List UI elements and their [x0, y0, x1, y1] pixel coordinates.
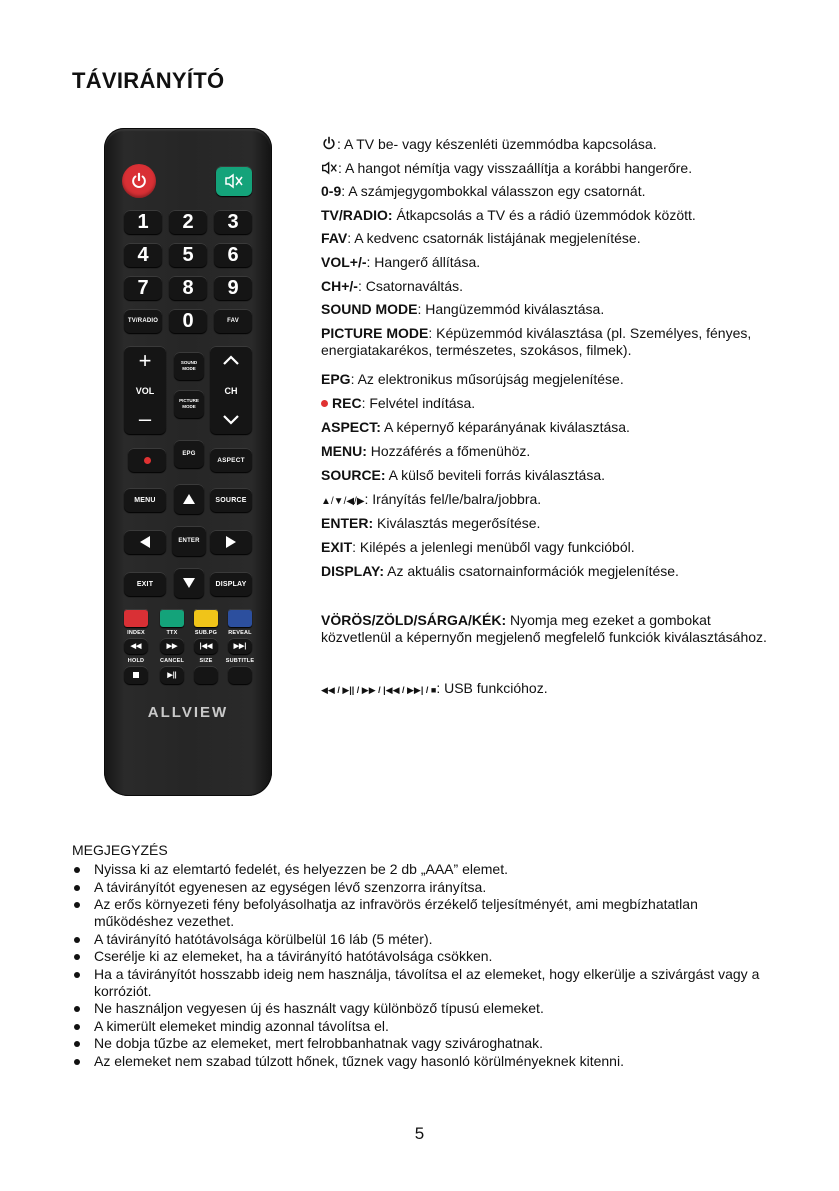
desc-text: : A számjegygombokkal válasszon egy csatornát. — [341, 183, 646, 200]
desc-source — [321, 467, 781, 484]
desc-text: : A hangot némítja vagy visszaállítja a korábbi hangerőre. — [338, 159, 693, 176]
digit-3-button: 3 — [214, 210, 252, 234]
desc-digits — [321, 183, 781, 200]
desc-term: SOUND MODE — [321, 301, 418, 318]
notes-list — [72, 861, 772, 1070]
subtitle-button — [228, 666, 252, 684]
size-label: SIZE — [199, 658, 213, 664]
desc-term: EPG — [321, 370, 351, 387]
desc-text: Nyomja meg ezeket a gombokat közvetlenül a képernyőn megjelenő megfelelő funkciók kiválasztásához. — [321, 612, 767, 645]
notes-section — [72, 842, 772, 1070]
enter-button: ENTER — [172, 526, 206, 556]
desc-display — [321, 563, 781, 580]
right-button — [210, 530, 252, 554]
desc-text: : A TV be- vagy készenléti üzemmódba kapcsolása. — [337, 136, 657, 152]
rec-button — [128, 448, 166, 472]
subpg-label: SUB.PG — [194, 630, 218, 636]
list-item: Cserélje ki az elemeket, ha a távirányító hatótávolsága csökken. — [72, 948, 772, 965]
vol-label: VOL — [135, 386, 155, 396]
desc-text: Hozzáférés a főmenühöz. — [366, 442, 531, 459]
digit-9-button: 9 — [214, 276, 252, 300]
desc-text: : Csatornaváltás. — [357, 277, 464, 294]
tv-radio-button: TV/RADIO — [124, 309, 162, 333]
list-item: Nyissa ki az elemtartó fedelét, és helyezzen be 2 db „AAA” elemet. — [72, 861, 772, 878]
desc-text: A képernyő képarányának kiválasztása. — [380, 418, 630, 435]
aspect-button: ASPECT — [210, 448, 252, 472]
list-item: Az elemeket nem szabad túlzott hőnek, tűznek vagy hasonló körülményeknek kitenni. — [72, 1053, 772, 1070]
power-button — [122, 164, 156, 198]
desc-media-keys — [321, 680, 781, 699]
desc-term: FAV — [321, 230, 348, 247]
desc-term: DISPLAY: — [321, 562, 385, 579]
source-button: SOURCE — [210, 488, 252, 512]
subtitle-label: SUBTITLE — [225, 658, 255, 664]
list-item: Ne dobja tűzbe az elemeket, mert felrobbanhatnak vagy szivároghatnak. — [72, 1035, 772, 1052]
desc-text: Átkapcsolás a TV és a rádió üzemmódok között. — [392, 206, 696, 223]
desc-color-keys — [321, 612, 781, 646]
desc-text: A külső beviteli forrás kiválasztása. — [385, 466, 605, 483]
ch-down-icon — [222, 414, 240, 426]
desc-term: VOL+/- — [321, 254, 367, 270]
media-keys-icon: ◀◀ / ▶|| / ▶▶ / |◀◀ / ▶▶| / ■ — [321, 685, 437, 695]
desc-text: : Hangüzemmód kiválasztása. — [417, 301, 605, 318]
power-icon — [130, 172, 148, 190]
vol-plus-icon: + — [138, 348, 152, 373]
rewind-button: ◀◀ — [124, 638, 148, 654]
size-button — [194, 666, 218, 684]
digit-5-button: 5 — [169, 243, 207, 267]
desc-term: ASPECT: — [321, 418, 381, 435]
desc-text: : Kilépés a jelenlegi menüből vagy funkcióból. — [352, 538, 635, 555]
play-pause-button: ▶|| — [160, 666, 184, 684]
ttx-label: TTX — [166, 630, 178, 636]
digit-6-button: 6 — [214, 243, 252, 267]
desc-text: : Hangerő állítása. — [366, 254, 481, 270]
digit-8-button: 8 — [169, 276, 207, 300]
desc-mute — [321, 160, 781, 177]
up-button — [174, 484, 204, 514]
hold-label: HOLD — [127, 658, 145, 664]
list-item: A távirányítót egyenesen az egységen lévő szenzorra irányítsa. — [72, 879, 772, 896]
index-label: INDEX — [127, 630, 145, 636]
desc-term: ENTER: — [321, 514, 374, 531]
list-item: Az erős környezeti fény befolyásolhatja az infravörös érzékelő teljesítményét, ami megbízhatatlan működéshez vezethet. — [72, 896, 772, 930]
picture-mode-label-2: MODE — [182, 404, 196, 409]
sound-mode-button — [174, 352, 204, 380]
desc-text: : USB funkcióhoz. — [436, 680, 548, 696]
fast-forward-button: ▶▶ — [160, 638, 184, 654]
mute-icon — [224, 173, 244, 189]
digit-7-button: 7 — [124, 276, 162, 300]
desc-term: CH+/- — [321, 277, 358, 294]
desc-text: : Irányítás fel/le/balra/jobbra. — [364, 490, 542, 507]
arrow-down-icon — [182, 577, 196, 589]
desc-enter — [321, 515, 781, 532]
left-button — [124, 530, 166, 554]
channel-rocker — [210, 346, 252, 434]
cancel-label: CANCEL — [159, 658, 185, 664]
digit-2-button: 2 — [169, 210, 207, 234]
ch-label: CH — [224, 386, 238, 396]
brand-logo: ALLVIEW — [147, 704, 229, 721]
green-button — [160, 609, 184, 627]
desc-term: EXIT — [321, 538, 353, 555]
desc-aspect — [321, 419, 781, 436]
arrow-up-icon — [182, 493, 196, 505]
vol-minus-icon: – — [138, 406, 152, 431]
exit-button: EXIT — [124, 572, 166, 596]
desc-picture-mode — [321, 325, 781, 359]
mute-button — [216, 166, 252, 196]
ch-up-icon — [222, 354, 240, 366]
fav-button: FAV — [214, 309, 252, 333]
remote-control-illustration — [104, 128, 272, 796]
record-dot-icon — [144, 457, 151, 464]
previous-button: |◀◀ — [194, 638, 218, 654]
desc-fav — [321, 230, 781, 247]
power-icon — [321, 136, 337, 151]
arrow-right-icon — [225, 535, 237, 549]
digit-4-button: 4 — [124, 243, 162, 267]
desc-sound-mode — [321, 301, 781, 318]
sound-mode-label-1: SOUND — [180, 360, 198, 365]
epg-button: EPG — [174, 440, 204, 468]
desc-arrows — [321, 491, 781, 510]
down-button — [174, 568, 204, 598]
arrow-left-icon — [139, 535, 151, 549]
desc-text: : Képüzemmód kiválasztása (pl. Személyes, fényes, energiatakarékos, természetes, szokásos, filmek). — [321, 324, 752, 358]
display-button: DISPLAY — [210, 572, 252, 596]
record-dot-icon — [321, 400, 328, 407]
desc-term: SOURCE: — [321, 466, 386, 483]
desc-text: : Az elektronikus műsorújság megjelenítése. — [350, 370, 624, 387]
next-button: ▶▶| — [228, 638, 252, 654]
list-item: Ne használjon vegyesen új és használt vagy különböző típusú elemeket. — [72, 1000, 772, 1017]
desc-rec — [321, 395, 781, 412]
digit-0-button: 0 — [169, 309, 207, 333]
desc-tv-radio — [321, 207, 781, 224]
desc-term: TV/RADIO: — [321, 206, 393, 223]
yellow-button — [194, 609, 218, 627]
volume-rocker — [124, 346, 166, 434]
sound-mode-label-2: MODE — [182, 366, 196, 371]
desc-epg — [321, 371, 781, 388]
mute-icon — [321, 161, 338, 175]
list-item: Ha a távirányítót hosszabb ideig nem használja, távolítsa el az elemeket, hogy elkerülje a szivárgást vagy a korróziót. — [72, 966, 772, 1000]
desc-vol — [321, 254, 781, 271]
picture-mode-label-1: PICTURE — [179, 398, 199, 403]
desc-term: REC — [332, 394, 362, 411]
desc-text: Kiválasztás megerősítése. — [373, 514, 541, 531]
list-item: A kimerült elemeket mindig azonnal távolítsa el. — [72, 1018, 772, 1035]
list-item: A távirányító hatótávolsága körülbelül 16 láb (5 méter). — [72, 931, 772, 948]
desc-text: Az aktuális csatornainformációk megjelenítése. — [384, 562, 679, 579]
page-number: 5 — [414, 1124, 425, 1143]
stop-button — [124, 666, 148, 684]
desc-term: 0-9 — [321, 183, 342, 200]
reveal-label: REVEAL — [228, 630, 252, 636]
desc-term: MENU: — [321, 442, 367, 459]
red-button — [124, 609, 148, 627]
desc-term: PICTURE MODE — [321, 324, 429, 341]
arrow-keys-icon: ▲/▼/◀/▶ — [321, 495, 365, 507]
notes-title: MEGJEGYZÉS — [72, 842, 168, 858]
desc-menu — [321, 443, 781, 460]
digit-1-button: 1 — [124, 210, 162, 234]
desc-power — [321, 136, 781, 153]
blue-button — [228, 609, 252, 627]
desc-ch — [321, 278, 781, 295]
desc-text: : Felvétel indítása. — [361, 394, 476, 411]
desc-text: : A kedvenc csatornák listájának megjelenítése. — [347, 230, 641, 247]
desc-term: VÖRÖS/ZÖLD/SÁRGA/KÉK: — [321, 612, 507, 628]
picture-mode-button — [174, 390, 204, 418]
menu-button: MENU — [124, 488, 166, 512]
stop-icon — [133, 672, 139, 678]
page-title: TÁVIRÁNYÍTÓ — [72, 68, 225, 93]
desc-exit — [321, 539, 781, 556]
